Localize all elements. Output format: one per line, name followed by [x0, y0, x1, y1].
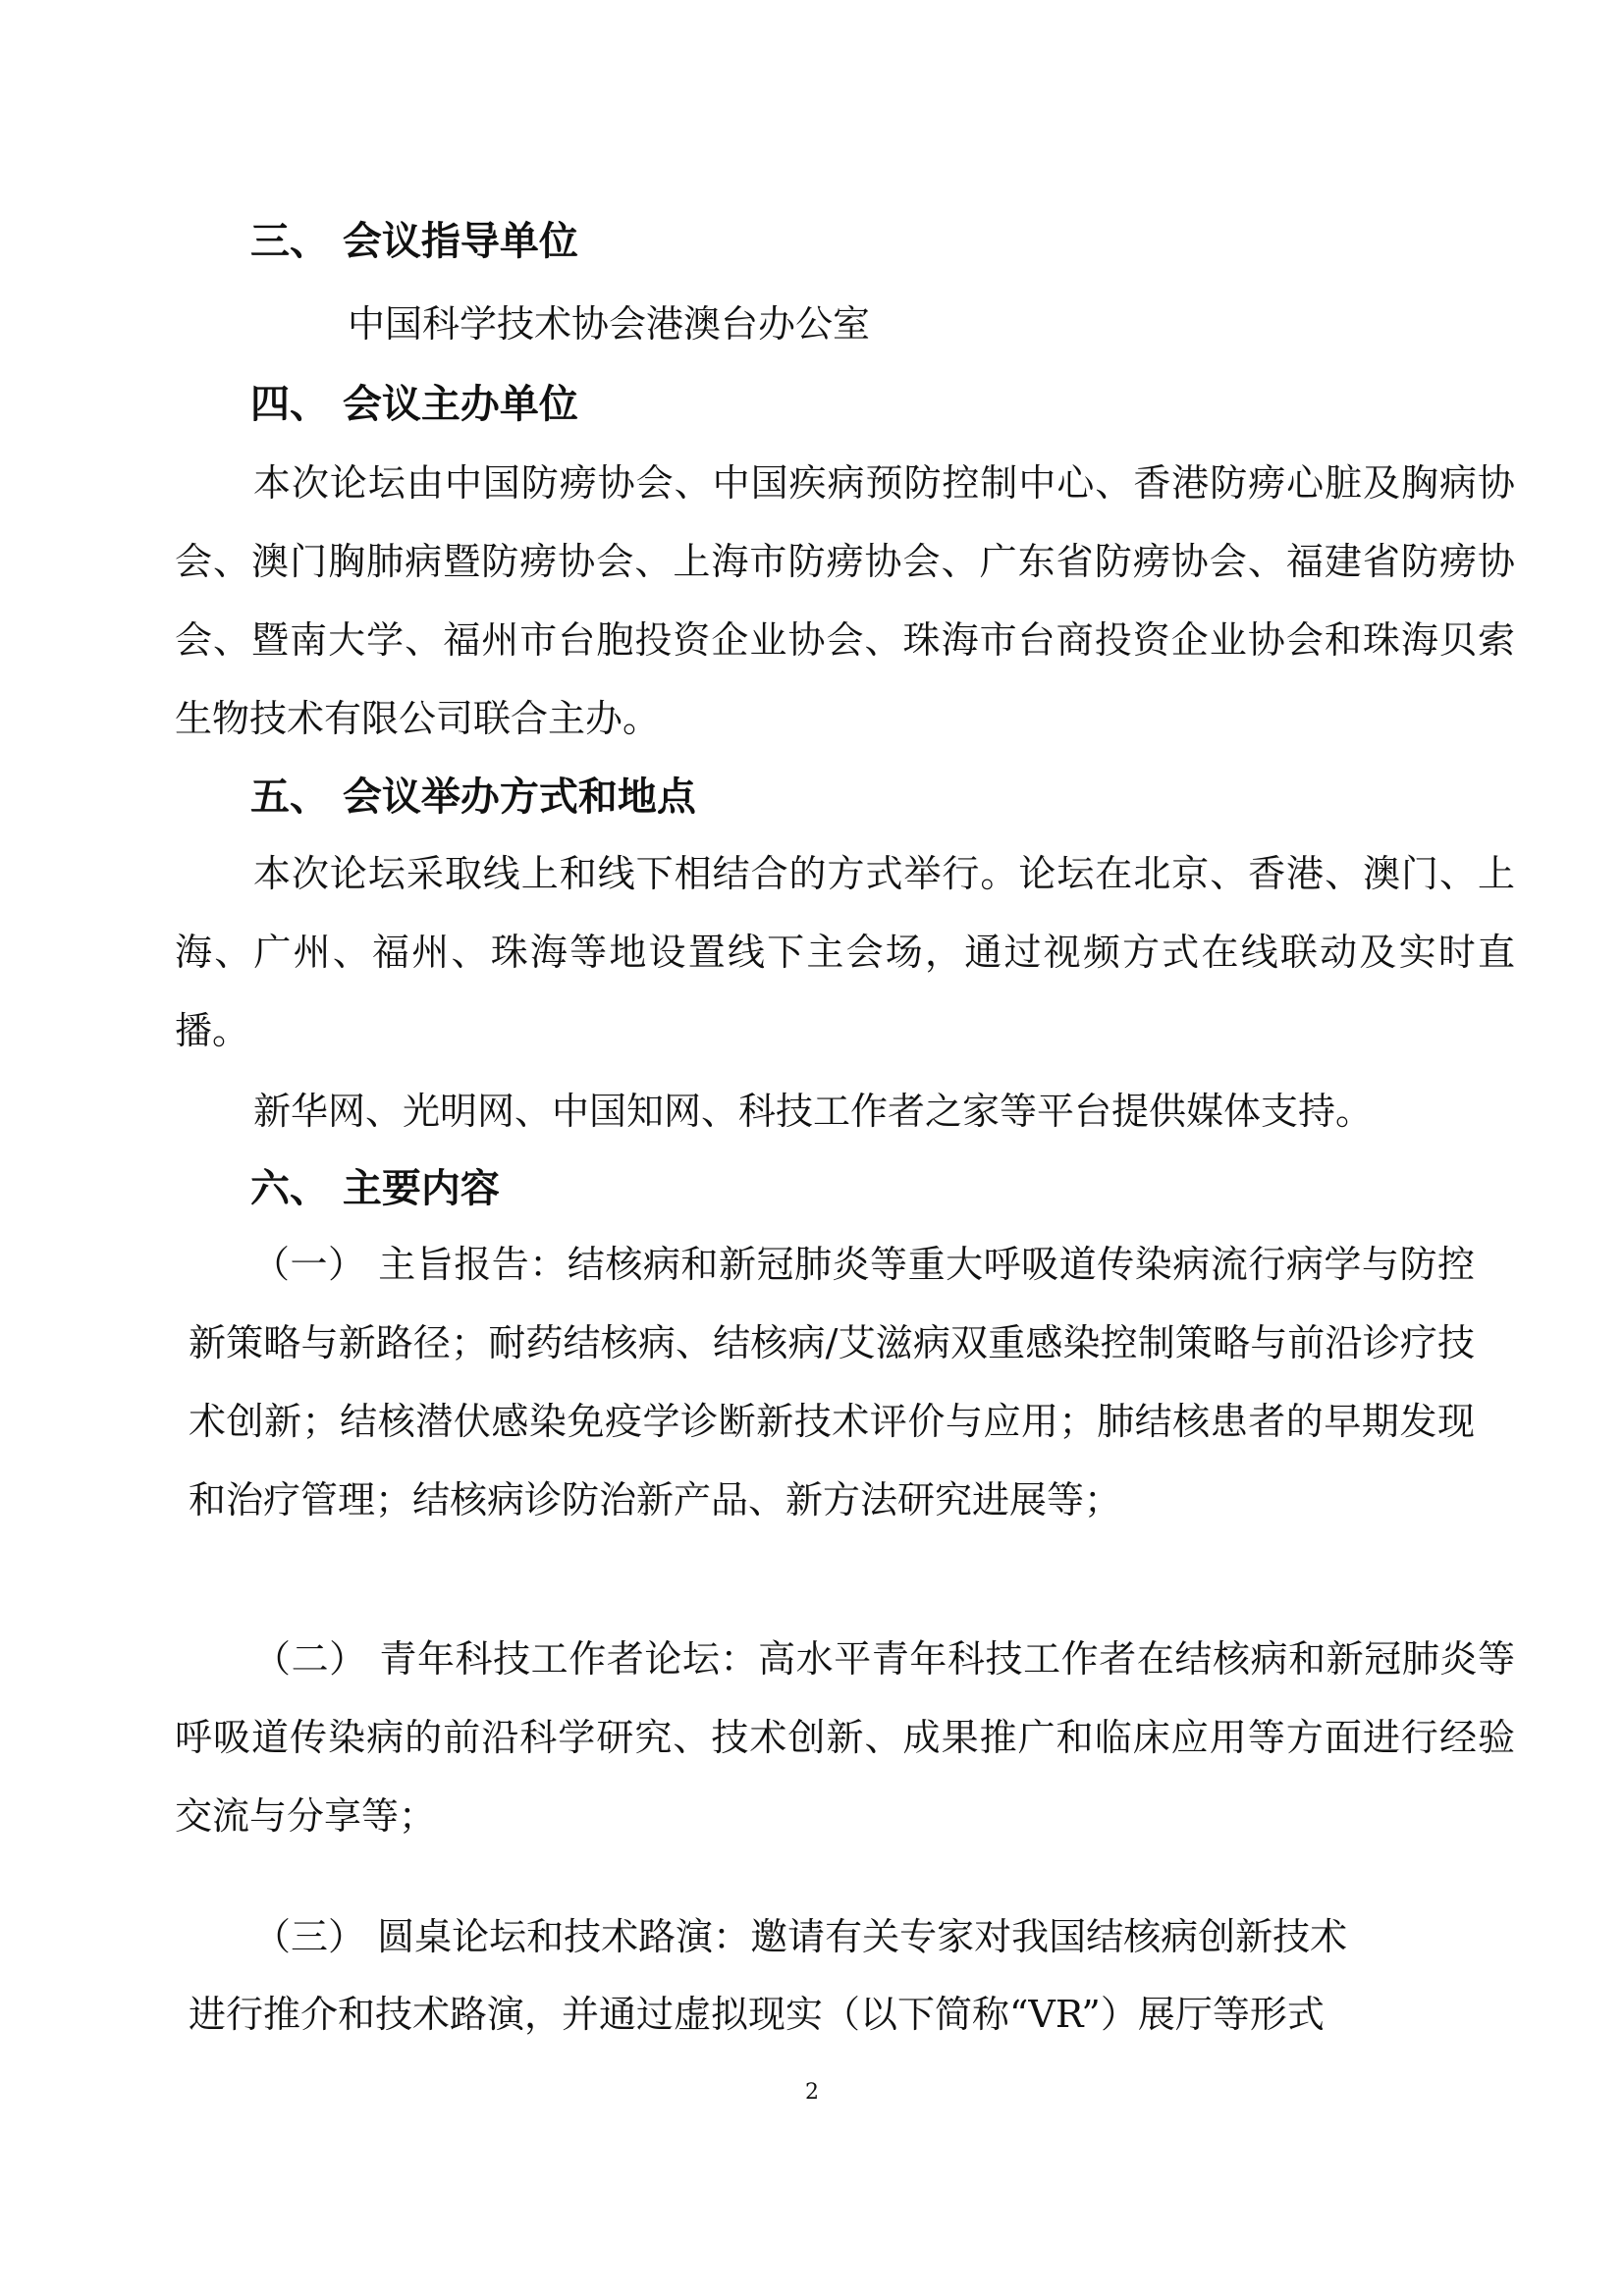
section-5-body-1: 本次论坛采取线上和线下相结合的方式举行。论坛在北京、香港、澳门、上海、广州、福州、珠海等地设置线下主会场，通过视频方式在线联动及实时直播。: [175, 852, 1515, 1052]
section-3-body: 中国科学技术协会港澳台办公室: [348, 302, 871, 346]
section-4-body: 本次论坛由中国防痨协会、中国疾病预防控制中心、香港防痨心脏及胸病协会、澳门胸肺病暨防痨协会、上海市防痨协会、广东省防痨协会、福建省防痨协会、暨南大学、福州市台胞投资企业协会、珠海市台商投资企业协会和珠海贝索生物技术有限公司联合主办。: [175, 461, 1515, 740]
section-6-item-3-line-2: 进行推介和技术路演，并通过虚拟现实（以下简称“VR”）展厅等形式: [189, 1993, 1325, 2036]
section-6-heading: 六、 主要内容: [250, 1166, 500, 1211]
section-3-heading: 三、 会议指导单位: [250, 219, 578, 264]
section-4-heading: 四、 会议主办单位: [250, 382, 578, 427]
section-5-body-2: 新华网、光明网、中国知网、科技工作者之家等平台提供媒体支持。: [253, 1090, 1374, 1133]
section-6-item-2: （二） 青年科技工作者论坛：高水平青年科技工作者在结核病和新冠肺炎等呼吸道传染病的前沿科学研究、技术创新、成果推广和临床应用等方面进行经验交流与分享等；: [175, 1637, 1515, 1838]
section-6-item-1: （一） 主旨报告：结核病和新冠肺炎等重大呼吸道传染病流行病学与防控新策略与新路径；耐药结核病、结核病/艾滋病双重感染控制策略与前沿诊疗技术创新；结核潜伏感染免疫学诊断新技术评价与应用；肺结核患者的早期发现和治疗管理；结核病诊防治新产品、新方法研究进展等；: [189, 1243, 1475, 1522]
section-5-heading: 五、 会议举办方式和地点: [250, 774, 696, 820]
section-6-item-3-line-1: （三） 圆桌论坛和技术路演：邀请有关专家对我国结核病创新技术: [253, 1915, 1348, 1958]
page-number: 2: [805, 2080, 819, 2105]
